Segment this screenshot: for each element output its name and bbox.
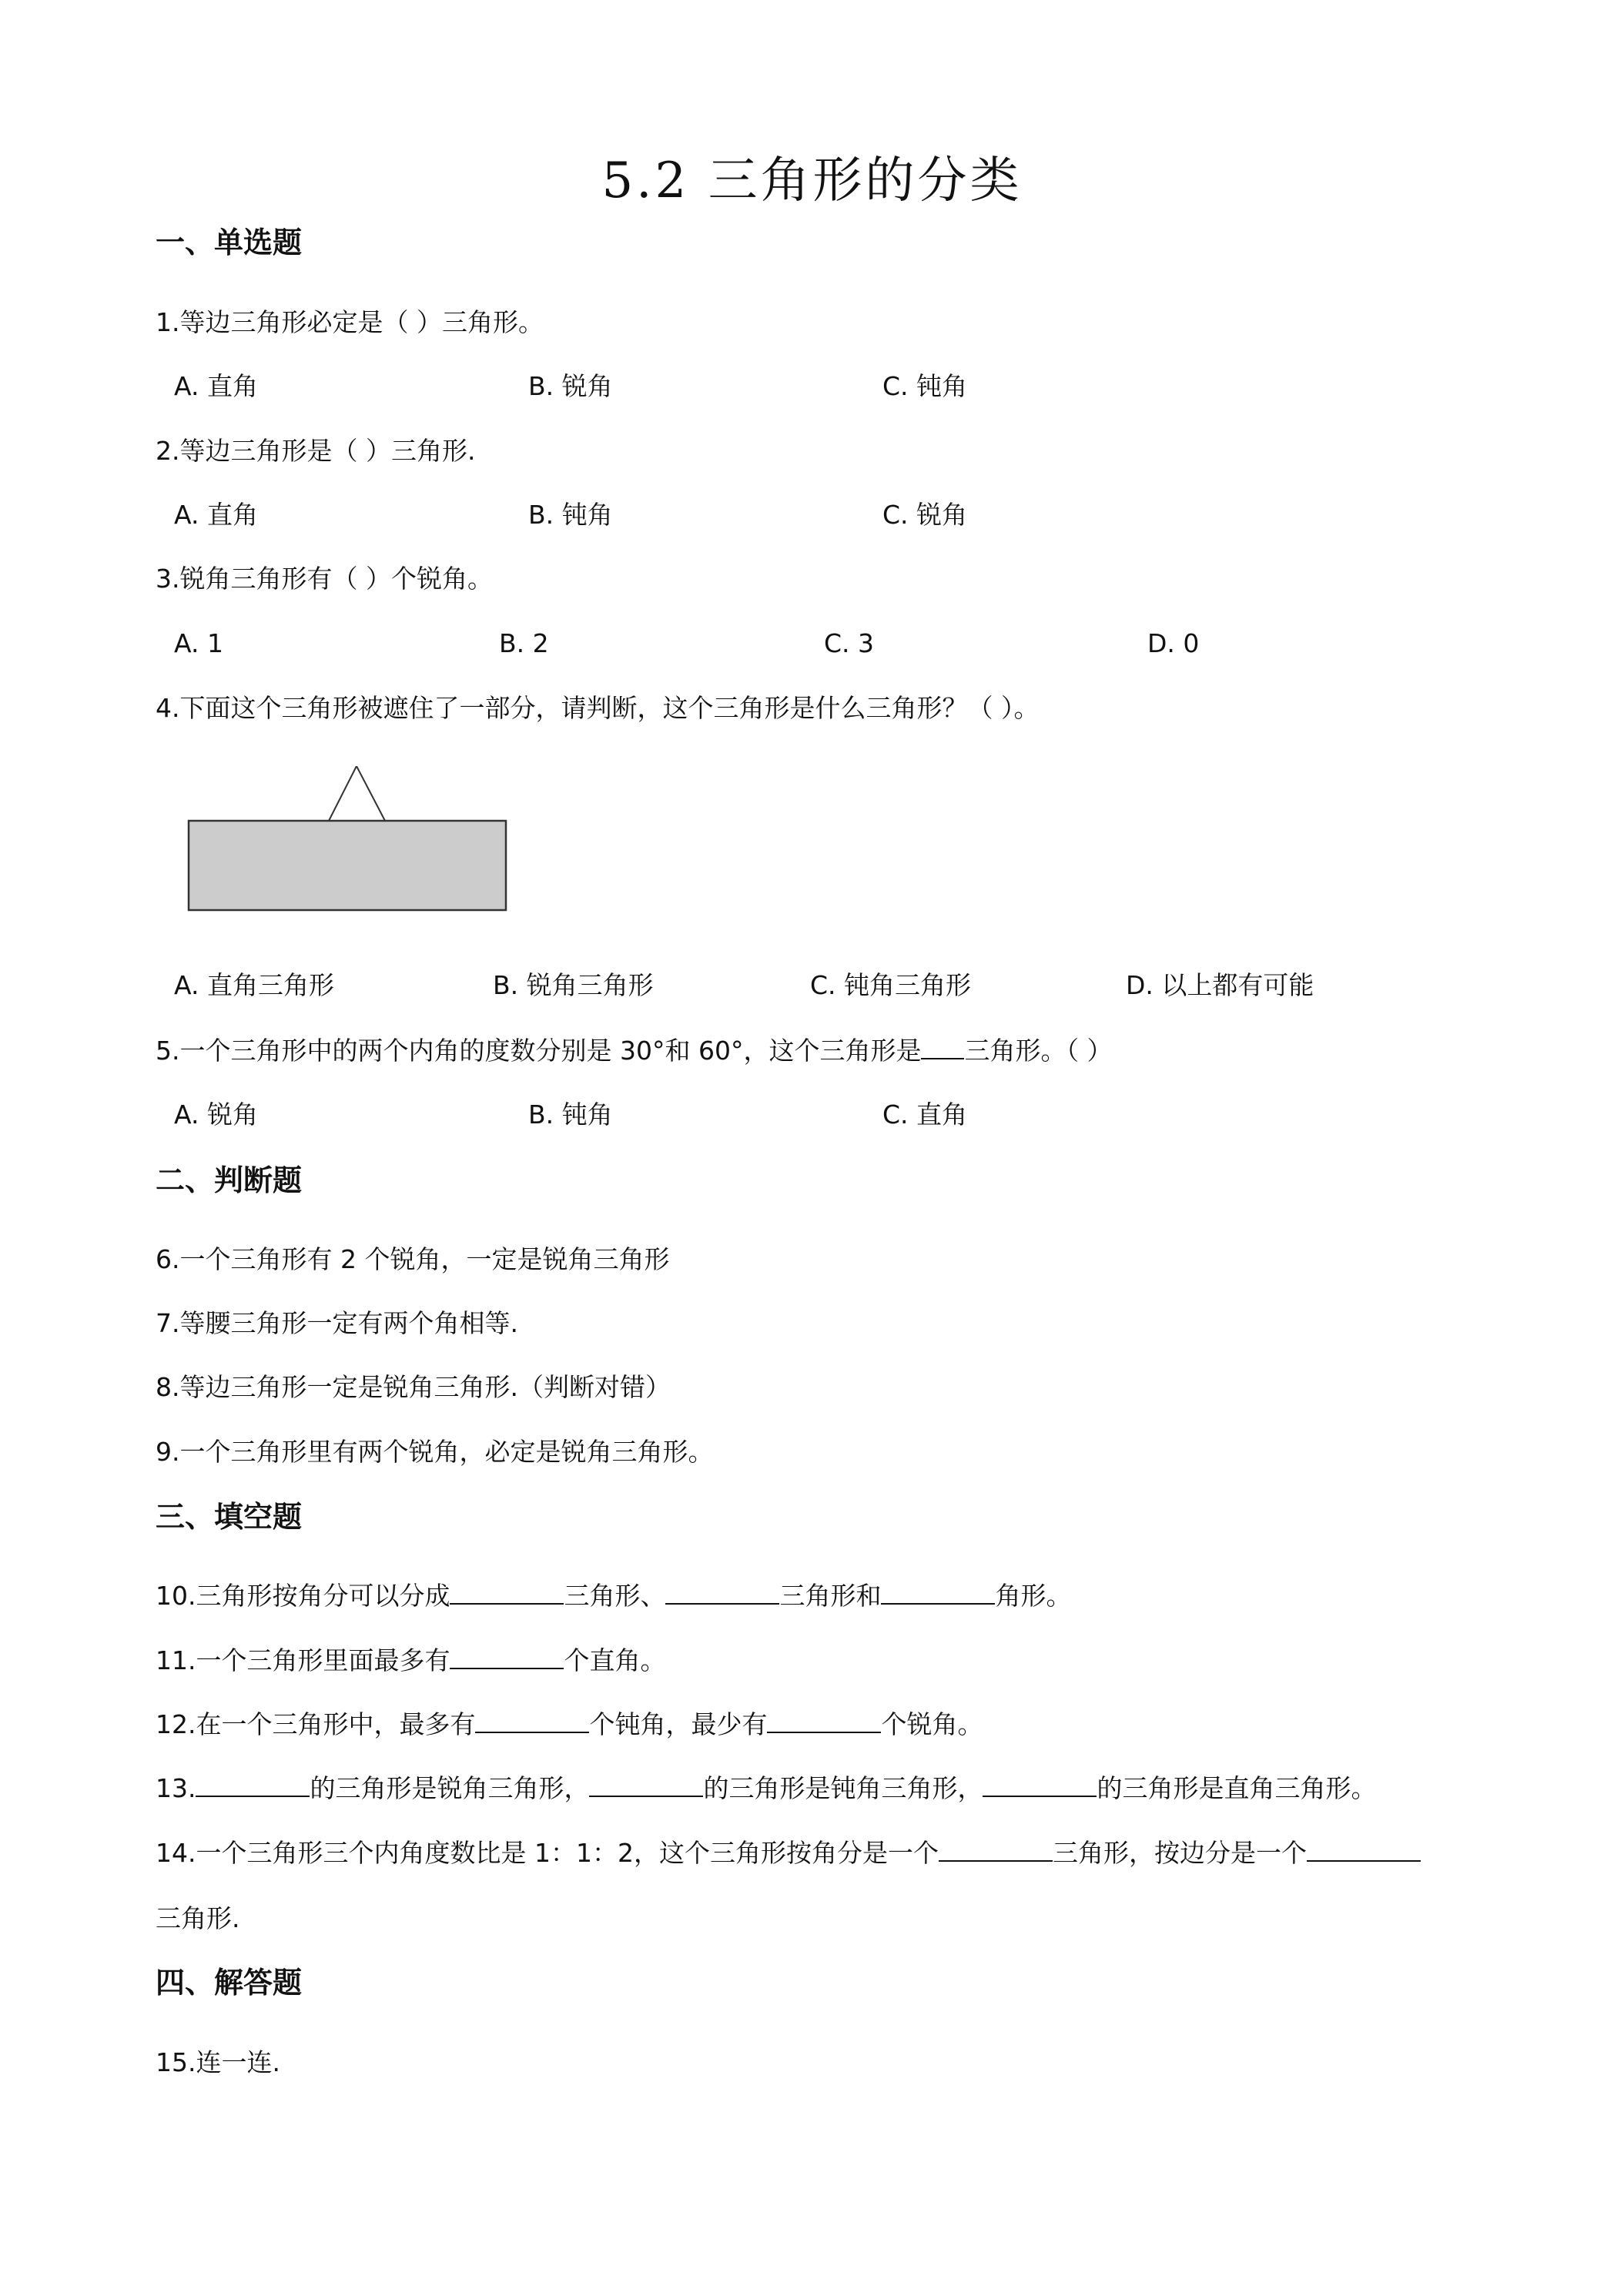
q5-option-a: A. 锐角 bbox=[174, 1099, 258, 1130]
question-15: 15.连一连. bbox=[156, 2047, 280, 2077]
page-title: 5.2 三角形的分类 bbox=[601, 152, 1023, 209]
q2-option-a: A. 直角 bbox=[174, 500, 258, 530]
cover-rectangle bbox=[189, 821, 506, 910]
q12-blank-2 bbox=[767, 1705, 881, 1733]
question-4: 4.下面这个三角形被遮住了一部分，请判断，这个三角形是什么三角形？（ ）。 bbox=[156, 693, 1040, 723]
q10-blank-2 bbox=[665, 1577, 779, 1605]
triangle-tip bbox=[329, 766, 385, 821]
q2-option-b: B. 钝角 bbox=[528, 500, 613, 530]
question-7: 7.等腰三角形一定有两个角相等. bbox=[156, 1308, 518, 1338]
q10-part-4: 角形。 bbox=[995, 1581, 1072, 1611]
q4-option-d: D. 以上都有可能 bbox=[1126, 970, 1314, 1000]
q2-option-c: C. 锐角 bbox=[882, 500, 968, 530]
q11-part-2: 个直角。 bbox=[564, 1645, 666, 1675]
q11-part-1: 11.一个三角形里面最多有 bbox=[156, 1645, 450, 1675]
question-8: 8.等边三角形一定是锐角三角形.（判断对错） bbox=[156, 1372, 671, 1402]
q10-part-3: 三角形和 bbox=[779, 1581, 882, 1611]
q1-option-c: C. 钝角 bbox=[882, 371, 968, 401]
covered-triangle-figure bbox=[186, 766, 510, 920]
q5-blank bbox=[921, 1032, 964, 1059]
q14-part-1: 14.一个三角形三个内角度数比是 1：1：2，这个三角形按角分是一个 bbox=[156, 1838, 939, 1868]
q10-blank-3 bbox=[881, 1577, 995, 1605]
q14-part-2: 三角形，按边分是一个 bbox=[1052, 1838, 1307, 1868]
q3-option-b: B. 2 bbox=[499, 628, 549, 658]
question-10 bbox=[156, 1577, 1071, 1615]
q13-part-4: 的三角形是直角三角形。 bbox=[1097, 1773, 1377, 1803]
q10-part-2: 三角形、 bbox=[564, 1581, 666, 1611]
q1-option-b: B. 锐角 bbox=[528, 371, 613, 401]
q1-option-a: A. 直角 bbox=[174, 371, 258, 401]
q14-blank-2 bbox=[1307, 1834, 1421, 1862]
q10-part-1: 10.三角形按角分可以分成 bbox=[156, 1581, 450, 1611]
q4-option-a: A. 直角三角形 bbox=[174, 970, 334, 1000]
q12-part-3: 个锐角。 bbox=[881, 1709, 983, 1739]
section-heading-solution: 四、解答题 bbox=[156, 1966, 303, 2000]
question-2: 2.等边三角形是（ ）三角形. bbox=[156, 436, 476, 466]
q4-option-c: C. 钝角三角形 bbox=[810, 970, 972, 1000]
question-14 bbox=[156, 1834, 1421, 1872]
q5-text-before: 5.一个三角形中的两个内角的度数分别是 30°和 60°，这个三角形是 bbox=[156, 1036, 922, 1066]
q13-part-2: 的三角形是锐角三角形， bbox=[310, 1773, 590, 1803]
q13-blank-1 bbox=[196, 1769, 310, 1797]
q4-option-b: B. 锐角三角形 bbox=[493, 970, 654, 1000]
section-heading-single-choice: 一、单选题 bbox=[156, 226, 303, 259]
question-9: 9.一个三角形里有两个锐角，必定是锐角三角形。 bbox=[156, 1437, 714, 1467]
q10-blank-1 bbox=[450, 1577, 564, 1605]
question-3: 3.锐角三角形有（ ）个锐角。 bbox=[156, 564, 493, 594]
q5-option-c: C. 直角 bbox=[882, 1099, 968, 1130]
question-12 bbox=[156, 1705, 983, 1743]
q13-part-1: 13. bbox=[156, 1773, 196, 1803]
q13-part-3: 的三角形是钝角三角形， bbox=[703, 1773, 983, 1803]
question-13 bbox=[156, 1769, 1376, 1807]
question-5 bbox=[156, 1032, 1112, 1069]
q3-option-a: A. 1 bbox=[174, 628, 223, 658]
q13-blank-2 bbox=[589, 1769, 703, 1797]
q3-option-c: C. 3 bbox=[824, 628, 875, 658]
question-14-continued: 三角形. bbox=[156, 1903, 240, 1933]
section-heading-true-false: 二、判断题 bbox=[156, 1163, 303, 1197]
question-6: 6.一个三角形有 2 个锐角，一定是锐角三角形 bbox=[156, 1244, 670, 1274]
q12-part-2: 个钝角，最少有 bbox=[589, 1709, 768, 1739]
q5-option-b: B. 钝角 bbox=[528, 1099, 613, 1130]
q13-blank-3 bbox=[983, 1769, 1097, 1797]
question-1: 1.等边三角形必定是（ ）三角形。 bbox=[156, 307, 544, 337]
q11-blank bbox=[450, 1642, 564, 1669]
q5-text-after: 三角形。（ ） bbox=[964, 1036, 1113, 1066]
q14-blank-1 bbox=[939, 1834, 1053, 1862]
q12-part-1: 12.在一个三角形中，最多有 bbox=[156, 1709, 476, 1739]
q12-blank-1 bbox=[475, 1705, 589, 1733]
section-heading-fill-blank: 三、填空题 bbox=[156, 1500, 303, 1534]
q3-option-d: D. 0 bbox=[1147, 628, 1200, 658]
question-11 bbox=[156, 1642, 665, 1679]
